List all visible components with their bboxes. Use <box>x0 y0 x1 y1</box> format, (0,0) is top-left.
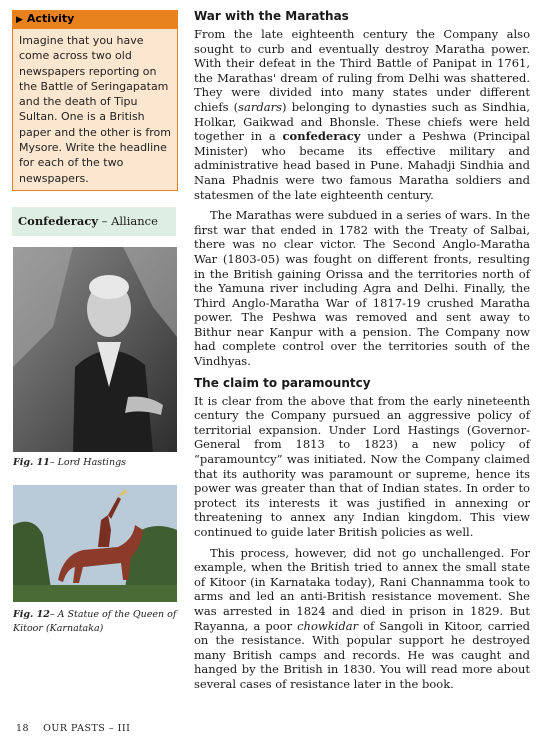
figure-number: Fig. 11 <box>13 457 50 468</box>
page-number: 18 <box>16 723 30 734</box>
activity-panel <box>12 10 178 191</box>
figure-text: – Lord Hastings <box>49 457 127 468</box>
glossary-definition: – Alliance <box>101 214 158 228</box>
portrait-illustration <box>13 247 177 452</box>
main-text <box>194 8 530 698</box>
section-heading: The claim to paramountcy <box>194 375 371 390</box>
figure-text: – A Statue of the Queen of Kitoor (Karnataka) <box>13 609 177 634</box>
figure-caption-11 <box>13 457 126 468</box>
italic-term: sardars <box>238 99 283 114</box>
portrait-lord-hastings <box>13 247 177 452</box>
book-title: OUR PASTS – III <box>43 723 131 734</box>
text-run: ) belonging to dynasties such as Sindhia, Holkar, Gaikwad and Bhonsle. These chiefs were held together in a <box>194 99 530 144</box>
paragraph: The Marathas were subdued in a series of wars. In the first war that ended in 1782 with the Treaty of Salbai, there was no clear victor. The Second Anglo-Maratha War (1803-05) was fought on different fronts, resulting in the British gaining Orissa and the territories north of the Yamuna river including Agra and Delhi. Finally, the Third Anglo-Maratha War of 1817-19 crushed Maratha power. The Peshwa was removed and sent away to Bithur near Kanpur with a pension. The Company now had complete control over the territories south of the Vindhyas. <box>194 208 530 369</box>
statue-illustration <box>13 485 177 602</box>
paragraph <box>194 546 530 692</box>
page-footer <box>16 723 130 734</box>
text-run: of Sangoli in Kitoor, carried on the resistance. With popular support he destroyed many British camps and records. He was caught and hanged by the British in 1830. You will read more about several cases of resistance later in the book. <box>194 618 530 691</box>
text-run: under a Peshwa (Principal Minister) who became its effective military and administrative head based in Pune. Mahadji Sindhia and Nana Phadnis were two famous Maratha soldiers and statesmen of the late eighteenth century. <box>194 129 531 202</box>
activity-text: Imagine that you have come across two old newspapers reporting on the Battle of Seringapatam and the death of Tipu Sultan. One is a British paper and the other is from Mysore. Write the headline for each of the two newspapers. <box>12 28 178 191</box>
text-run: This process, however, did not go unchallenged. For example, when the British tried to annex the small state of Kitoor (in Karnataka today), Rani Channamma took to arms and led an anti-British resistance movement. She was arrested in 1824 and died in prison in 1829. But Rayanna, a poor <box>194 545 530 633</box>
text-run: From the late eighteenth century the Company also sought to curb and eventually destroy Maratha power. With their defeat in the Third Battle of Panipat in 1761, the Marathas' dream of ruling from Delhi was shattered. They were divided into many states under different chiefs ( <box>194 27 530 114</box>
statue-photo <box>13 485 177 602</box>
glossary-term: Confederacy <box>18 214 99 228</box>
triangle-right-icon: ▶ <box>16 15 23 25</box>
figure-caption-12 <box>13 608 181 636</box>
paragraph <box>194 27 530 202</box>
figure-number: Fig. 12 <box>13 609 50 620</box>
glossary-box <box>12 207 176 236</box>
paragraph: It is clear from the above that from the early nineteenth century the Company pursued an aggressive policy of territorial expansion. Under Lord Hastings (Governor-General from 1813 to 1823) a new policy of “paramountcy” was initiated. Now the Company claimed that its authority was paramount or supreme, hence its power was greater than that of Indian states. In order to protect its interests it was justified in annexing or threatening to annex any Indian kingdom. This view continued to guide later British policies as well. <box>194 393 530 539</box>
activity-header <box>12 10 178 28</box>
section-heading: War with the Marathas <box>194 9 349 23</box>
activity-label: Activity <box>26 12 75 25</box>
italic-term: chowkidar <box>297 618 359 633</box>
bold-term: confederacy <box>282 129 361 144</box>
